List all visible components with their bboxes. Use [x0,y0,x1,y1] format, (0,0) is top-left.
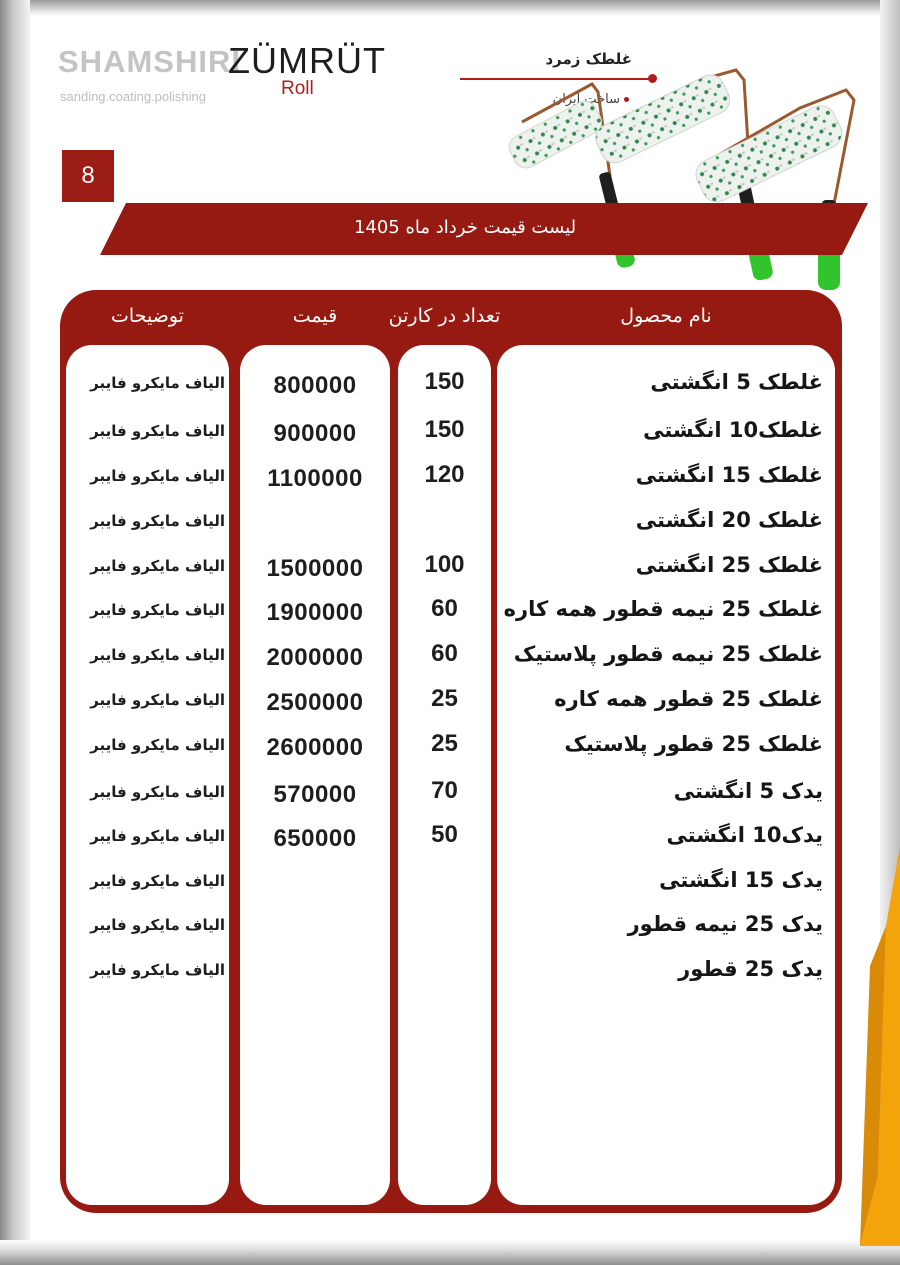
header-product-name: نام محصول [620,305,712,327]
row-description: الیاف مایکرو فایبر [90,916,225,934]
row-product-name: غلطک10 انگشتی [643,418,823,442]
row-product-name: یدک 25 قطور [678,957,823,981]
row-price: 1100000 [267,465,363,492]
left-shadow [0,0,30,1265]
row-description: الیاف مایکرو فایبر [90,783,225,801]
brand-sub: Roll [281,78,314,99]
row-qty: 50 [431,821,458,848]
gold-accent-wedge [856,846,900,1246]
page-number: 8 [62,150,114,202]
product-origin: ساخت ایران [552,92,620,107]
row-description: الیاف مایکرو فایبر [90,374,225,392]
price-list-title: لیست قیمت خرداد ماه 1405 [353,217,577,238]
roller-3 [691,90,854,290]
row-description: الیاف مایکرو فایبر [90,961,225,979]
product-name: غلطک زمرد [545,50,632,68]
row-qty: 60 [431,640,458,667]
row-qty: 150 [424,416,465,443]
row-description: الیاف مایکرو فایبر [90,736,225,754]
header-qty: تعداد در کارتن [388,305,501,327]
top-shadow [0,0,900,16]
row-product-name: غلطک 25 انگشتی [635,553,823,577]
brand-name-part2: ZÜMRÜT [228,40,386,81]
row-product-name: یدک 25 نیمه قطور [627,912,823,936]
row-price: 1500000 [266,555,364,582]
header-description: توضیحات [111,305,184,327]
row-price: 570000 [273,781,357,808]
row-product-name: غلطک 15 انگشتی [635,463,823,487]
brand-tagline: sanding.coating.polishing [60,89,206,104]
row-product-name: یدک 5 انگشتی [673,779,823,803]
row-description: الیاف مایکرو فایبر [90,601,225,619]
row-product-name: غلطک 20 انگشتی [635,508,823,532]
row-price: 800000 [273,372,357,399]
row-product-name: غلطک 25 قطور پلاستیک [564,732,823,756]
row-description: الیاف مایکرو فایبر [90,467,225,485]
row-product-name: غلطک 25 قطور همه کاره [554,687,823,711]
row-product-name: غلطک 25 نیمه قطور پلاستیک [513,642,823,666]
header-price: قیمت [292,305,338,327]
row-price: 2500000 [266,689,364,716]
row-description: الیاف مایکرو فایبر [90,827,225,845]
row-price: 900000 [273,420,357,447]
row-product-name: غلطک 25 نیمه قطور همه کاره [503,597,823,621]
row-product-name: غلطک 5 انگشتی [650,370,823,394]
row-description: الیاف مایکرو فایبر [90,557,225,575]
row-description: الیاف مایکرو فایبر [90,422,225,440]
row-qty: 25 [431,685,458,712]
row-qty: 100 [424,551,465,578]
row-qty: 150 [424,368,465,395]
row-price: 2000000 [266,644,364,671]
paint-rollers-image [500,56,885,292]
row-description: الیاف مایکرو فایبر [90,646,225,664]
row-qty: 120 [424,461,465,488]
row-price: 1900000 [266,599,364,626]
row-price: 2600000 [266,734,364,761]
row-description: الیاف مایکرو فایبر [90,691,225,709]
row-product-name: یدک10 انگشتی [666,823,823,847]
brand-name-part1: SHAMSHIRI [58,44,241,79]
bottom-shadow [0,1240,900,1265]
row-price: 650000 [273,825,357,852]
row-qty: 25 [431,730,458,757]
row-description: الیاف مایکرو فایبر [90,872,225,890]
row-qty: 60 [431,595,458,622]
row-description: الیاف مایکرو فایبر [90,512,225,530]
row-qty: 70 [431,777,458,804]
row-product-name: یدک 15 انگشتی [659,868,823,892]
